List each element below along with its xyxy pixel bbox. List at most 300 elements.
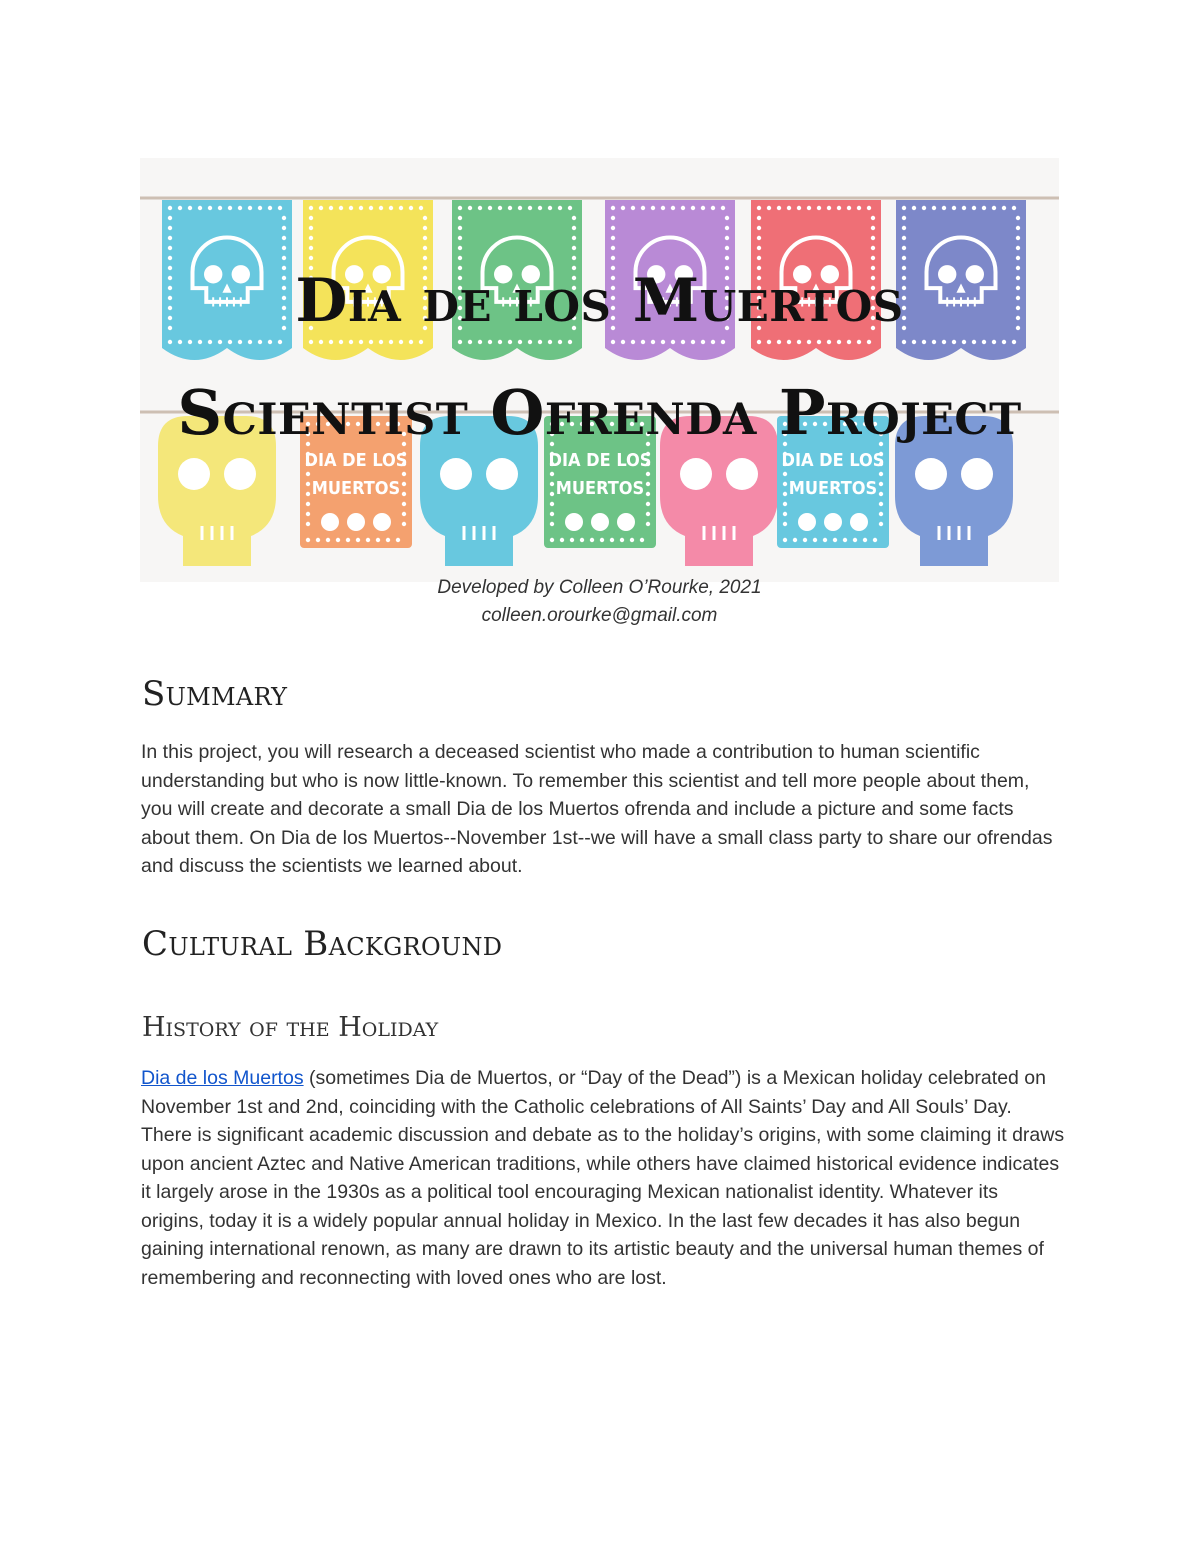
flag-dot: [912, 206, 916, 210]
flag-dot: [871, 256, 875, 260]
flag-dot: [757, 246, 761, 250]
flag-dot: [631, 206, 635, 210]
flag-dot: [902, 340, 906, 344]
document-title: Dia de los Muertos: [295, 266, 904, 336]
skull-eye: [178, 458, 210, 490]
flag-dot: [218, 206, 222, 210]
flag-dot: [777, 340, 781, 344]
flag-dot: [349, 340, 353, 344]
flag-dot: [681, 206, 685, 210]
flag-dot: [572, 226, 576, 230]
flag-text-line1: DIA DE LOS: [304, 450, 408, 471]
flag-dot: [952, 340, 956, 344]
flag-dot: [777, 206, 781, 210]
flag-dot: [379, 340, 383, 344]
flag-dot: [691, 340, 695, 344]
flag-dot: [580, 538, 584, 542]
flag-dot: [691, 206, 695, 210]
flag-dot: [611, 340, 615, 344]
flag-dot: [1016, 236, 1020, 240]
flag-dot: [528, 206, 532, 210]
flag-dot: [701, 340, 705, 344]
flag-dot: [306, 538, 310, 542]
flag-dot: [423, 246, 427, 250]
flag-dot: [306, 522, 310, 526]
flag-dot: [319, 206, 323, 210]
history-paragraph: [141, 1064, 1066, 1292]
author-credit: Developed by Colleen O’Rourke, 2021: [437, 577, 762, 598]
flag-dot: [282, 246, 286, 250]
flag-dot: [797, 206, 801, 210]
flag-dot: [646, 472, 650, 476]
flag-dot: [572, 216, 576, 220]
flag-dot: [402, 482, 406, 486]
flag-dot: [827, 206, 831, 210]
flag-text-line2: MUERTOS: [555, 478, 645, 499]
flag-dot: [570, 538, 574, 542]
flag-dot: [198, 206, 202, 210]
mini-skull: [321, 513, 339, 531]
flag-dot: [282, 216, 286, 220]
flag-dot: [389, 340, 393, 344]
flag-dot: [725, 236, 729, 240]
flag-dot: [972, 340, 976, 344]
flag-dot: [396, 538, 400, 542]
flag-dot: [402, 512, 406, 516]
flag-dot: [558, 340, 562, 344]
skull-eye: [961, 458, 993, 490]
flag-dot: [611, 246, 615, 250]
dia-de-los-muertos-link[interactable]: Dia de los Muertos: [141, 1067, 304, 1089]
flag-dot: [168, 206, 172, 210]
flag-dot: [793, 538, 797, 542]
flag-dot: [282, 256, 286, 260]
flag-dot: [932, 206, 936, 210]
cultural-background-heading: Cultural Background: [142, 924, 503, 964]
flag-dot: [468, 206, 472, 210]
flag-dot: [309, 216, 313, 220]
flag-dot: [902, 256, 906, 260]
history-text: (sometimes Dia de Muertos, or “Day of the Dead”) is a Mexican holiday celebrated on November 1st and 2nd, coinciding with the Catholic celebrations of All Saints’ Day and All Souls’ Day. There is significant academic discussion and debate as to the holiday’s origins, with some claiming it draws upon ancient Aztec and Native American traditions, while others have claimed historical evidence indicates it largely arose in the 1930s as a political tool encouraging Mexican nationalist identity. Whatever its origins, today it is a widely popular annual holiday in Mexico. In the last few decades it has also begun gaining international renown, as many are drawn to its artistic beauty and the universal human themes of remembering and reconnecting with loved ones who are lost.: [141, 1067, 1065, 1289]
author-email: colleen.orourke@gmail.com: [481, 605, 718, 626]
history-heading: History of the Holiday: [142, 1012, 439, 1043]
flag-dot: [248, 206, 252, 210]
flag-dot: [568, 340, 572, 344]
flag-dot: [550, 502, 554, 506]
flag-dot: [902, 216, 906, 220]
flag-dot: [630, 538, 634, 542]
flag-dot: [867, 206, 871, 210]
flag-dot: [631, 340, 635, 344]
flag-dot: [942, 340, 946, 344]
flag-dot: [767, 340, 771, 344]
flag-dot: [783, 482, 787, 486]
flag-dot: [757, 216, 761, 220]
flag-dot: [356, 538, 360, 542]
flag-dot: [419, 206, 423, 210]
flag-dot: [1016, 256, 1020, 260]
flag-dot: [725, 246, 729, 250]
flag-text-line1: DIA DE LOS: [548, 450, 652, 471]
flag-dot: [725, 226, 729, 230]
flag-dot: [376, 538, 380, 542]
flag-dot: [843, 538, 847, 542]
flag-dot: [548, 340, 552, 344]
flag-dot: [409, 340, 413, 344]
flag-dot: [646, 512, 650, 516]
flag-dot: [168, 256, 172, 260]
flag-dot: [188, 340, 192, 344]
flag-dot: [982, 206, 986, 210]
flag-dot: [560, 538, 564, 542]
flag-dot: [962, 206, 966, 210]
flag-dot: [651, 206, 655, 210]
flag-dot: [309, 226, 313, 230]
flag-dot: [681, 340, 685, 344]
flag-dot: [879, 502, 883, 506]
flag-dot: [369, 206, 373, 210]
flag-dot: [620, 538, 624, 542]
flag-dot: [379, 206, 383, 210]
flag-dot: [278, 340, 282, 344]
flag-dot: [646, 522, 650, 526]
flag-dot: [309, 246, 313, 250]
flag-dot: [336, 538, 340, 542]
flag-dot: [528, 340, 532, 344]
flag-dot: [1002, 340, 1006, 344]
flag-dot: [478, 340, 482, 344]
summary-paragraph: In this project, you will research a deceased scientist who made a contribution to human scientific understanding but who is now little-known. To remember this scientist and tell more people about them, you will create and decorate a small Dia de los Muertos ofrenda and include a picture and some facts about them. On Dia de los Muertos--November 1st--we will have a small class party to share our ofrendas and discuss the scientists we learned about.: [141, 741, 1053, 877]
flag-dot: [538, 340, 542, 344]
flag-dot: [572, 246, 576, 250]
flag-dot: [458, 216, 462, 220]
flag-dot: [797, 340, 801, 344]
flag-dot: [258, 340, 262, 344]
flag-dot: [550, 482, 554, 486]
flag-dot: [423, 226, 427, 230]
flag-dot: [992, 340, 996, 344]
flag-dot: [369, 340, 373, 344]
flag-dot: [857, 340, 861, 344]
flag-dot: [268, 340, 272, 344]
flag-dot: [813, 538, 817, 542]
flag-dot: [238, 206, 242, 210]
flag-dot: [399, 340, 403, 344]
flag-dot: [458, 340, 462, 344]
flag-dot: [611, 206, 615, 210]
flag-dot: [208, 340, 212, 344]
flag-dot: [488, 206, 492, 210]
flag-dot: [478, 206, 482, 210]
flag-dot: [721, 340, 725, 344]
flag-dot: [1012, 206, 1016, 210]
flag-dot: [600, 538, 604, 542]
flag-dot: [912, 340, 916, 344]
flag-dot: [558, 206, 562, 210]
flag-dot: [238, 340, 242, 344]
flag-dot: [423, 216, 427, 220]
banner-image: [140, 158, 1059, 582]
flag-dot: [871, 246, 875, 250]
flag-dot: [409, 206, 413, 210]
flag-dot: [902, 226, 906, 230]
flag-dot: [590, 538, 594, 542]
flag-dot: [671, 206, 675, 210]
flag-dot: [757, 226, 761, 230]
flag-dot: [783, 538, 787, 542]
flag-dot: [757, 236, 761, 240]
flag-dot: [339, 206, 343, 210]
mini-skull: [850, 513, 868, 531]
mini-skull: [565, 513, 583, 531]
flag-dot: [188, 206, 192, 210]
flag-dot: [711, 206, 715, 210]
flag-dot: [932, 340, 936, 344]
flag-dot: [258, 206, 262, 210]
flag-dot: [550, 538, 554, 542]
flag-dot: [783, 502, 787, 506]
flag-dot: [498, 340, 502, 344]
papel-picado-illustration: [140, 158, 1059, 582]
flag-text-line2: MUERTOS: [311, 478, 401, 499]
flag-dot: [402, 472, 406, 476]
flag-dot: [942, 206, 946, 210]
flag-dot: [621, 340, 625, 344]
flag-dot: [651, 340, 655, 344]
flag-dot: [306, 512, 310, 516]
flag-dot: [871, 216, 875, 220]
flag-dot: [847, 206, 851, 210]
flag-dot: [817, 206, 821, 210]
flag-dot: [550, 492, 554, 496]
flag-dot: [721, 206, 725, 210]
flag-dot: [309, 236, 313, 240]
flag-dot: [611, 226, 615, 230]
skull-eye: [726, 458, 758, 490]
flag-dot: [767, 206, 771, 210]
flag-dot: [278, 206, 282, 210]
flag-dot: [833, 538, 837, 542]
flag-dot: [803, 538, 807, 542]
flag-dot: [339, 340, 343, 344]
flag-dot: [972, 206, 976, 210]
mini-skull: [591, 513, 609, 531]
flag-dot: [671, 340, 675, 344]
flag-dot: [468, 340, 472, 344]
flag-dot: [402, 522, 406, 526]
mini-skull: [373, 513, 391, 531]
flag-dot: [757, 340, 761, 344]
flag-text-line1: DIA DE LOS: [781, 450, 885, 471]
skull-eye: [224, 458, 256, 490]
flag-dot: [508, 340, 512, 344]
flag-dot: [823, 538, 827, 542]
summary-heading: Summary: [142, 674, 288, 714]
flag-dot: [208, 206, 212, 210]
flag-dot: [572, 236, 576, 240]
mini-skull: [798, 513, 816, 531]
flag-dot: [282, 226, 286, 230]
flag-dot: [309, 340, 313, 344]
flag-dot: [787, 340, 791, 344]
flag-dot: [879, 522, 883, 526]
flag-dot: [178, 340, 182, 344]
flag-dot: [316, 538, 320, 542]
flag-dot: [641, 340, 645, 344]
flag-dot: [621, 206, 625, 210]
flag-dot: [550, 522, 554, 526]
flag-dot: [548, 206, 552, 210]
flag-dot: [992, 206, 996, 210]
flag-dot: [198, 340, 202, 344]
flag-dot: [661, 340, 665, 344]
flag-dot: [1012, 340, 1016, 344]
flag-dot: [827, 340, 831, 344]
flag-dot: [879, 482, 883, 486]
flag-dot: [902, 206, 906, 210]
flag-dot: [757, 206, 761, 210]
flag-dot: [568, 206, 572, 210]
flag-dot: [879, 512, 883, 516]
flag-dot: [871, 236, 875, 240]
flag-dot: [518, 206, 522, 210]
flag-dot: [168, 340, 172, 344]
mini-skull: [824, 513, 842, 531]
flag-dot: [640, 538, 644, 542]
flag-dot: [306, 502, 310, 506]
flag-dot: [423, 256, 427, 260]
flag-dot: [389, 206, 393, 210]
flag-dot: [646, 482, 650, 486]
flag-dot: [807, 340, 811, 344]
flag-dot: [783, 492, 787, 496]
flag-dot: [306, 472, 310, 476]
flag-dot: [329, 206, 333, 210]
flag-dot: [458, 246, 462, 250]
flag-dot: [853, 538, 857, 542]
flag-dot: [1016, 226, 1020, 230]
flag-dot: [386, 538, 390, 542]
flag-dot: [402, 502, 406, 506]
flag-dot: [879, 472, 883, 476]
flag-dot: [329, 340, 333, 344]
flag-dot: [550, 472, 554, 476]
flag-dot: [268, 206, 272, 210]
flag-dot: [326, 538, 330, 542]
skull-eye: [915, 458, 947, 490]
mini-skull: [347, 513, 365, 531]
flag-dot: [458, 256, 462, 260]
flag-dot: [610, 538, 614, 542]
flag-dot: [309, 256, 313, 260]
flag-dot: [922, 340, 926, 344]
flag-dot: [783, 512, 787, 516]
flag-dot: [1016, 216, 1020, 220]
flag-dot: [359, 340, 363, 344]
flag-dot: [309, 206, 313, 210]
flag-dot: [282, 236, 286, 240]
flag-dot: [982, 340, 986, 344]
flag-dot: [218, 340, 222, 344]
flag-dot: [725, 216, 729, 220]
flag-dot: [306, 492, 310, 496]
flag-dot: [178, 206, 182, 210]
flag-dot: [867, 340, 871, 344]
flag-dot: [807, 206, 811, 210]
flag-dot: [837, 340, 841, 344]
flag-dot: [349, 206, 353, 210]
flag-dot: [783, 522, 787, 526]
flag-dot: [879, 492, 883, 496]
flag-dot: [168, 246, 172, 250]
flag-dot: [757, 256, 761, 260]
document-subtitle: Scientist Ofrenda Project: [177, 376, 1022, 449]
flag-dot: [359, 206, 363, 210]
flag-dot: [572, 256, 576, 260]
flag-dot: [458, 206, 462, 210]
flag-dot: [902, 236, 906, 240]
flag-dot: [611, 256, 615, 260]
flag-dot: [701, 206, 705, 210]
flag-dot: [725, 256, 729, 260]
flag-dot: [1016, 246, 1020, 250]
flag-dot: [458, 226, 462, 230]
flag-dot: [508, 206, 512, 210]
flag-dot: [711, 340, 715, 344]
flag-dot: [488, 340, 492, 344]
flag-dot: [646, 502, 650, 506]
flag-dot: [538, 206, 542, 210]
flag-dot: [458, 236, 462, 240]
flag-dot: [423, 236, 427, 240]
flag-dot: [366, 538, 370, 542]
flag-dot: [871, 226, 875, 230]
flag-dot: [611, 216, 615, 220]
flag-dot: [228, 206, 232, 210]
skull-eye: [440, 458, 472, 490]
flag-dot: [847, 340, 851, 344]
flag-dot: [498, 206, 502, 210]
flag-dot: [168, 226, 172, 230]
flag-dot: [319, 340, 323, 344]
flag-dot: [837, 206, 841, 210]
skull-eye: [486, 458, 518, 490]
flag-dot: [817, 340, 821, 344]
flag-dot: [783, 472, 787, 476]
flag-dot: [962, 340, 966, 344]
flag-dot: [248, 340, 252, 344]
flag-dot: [922, 206, 926, 210]
flag-dot: [646, 492, 650, 496]
skull-eye: [680, 458, 712, 490]
flag-dot: [952, 206, 956, 210]
flag-dot: [863, 538, 867, 542]
flag-dot: [1002, 206, 1006, 210]
flag-dot: [306, 482, 310, 486]
flag-dot: [641, 206, 645, 210]
flag-dot: [346, 538, 350, 542]
flag-dot: [857, 206, 861, 210]
flag-dot: [168, 216, 172, 220]
flag-dot: [399, 206, 403, 210]
flag-dot: [550, 512, 554, 516]
flag-dot: [787, 206, 791, 210]
flag-dot: [873, 538, 877, 542]
flag-dot: [661, 206, 665, 210]
flag-dot: [518, 340, 522, 344]
flag-dot: [419, 340, 423, 344]
flag-dot: [902, 246, 906, 250]
